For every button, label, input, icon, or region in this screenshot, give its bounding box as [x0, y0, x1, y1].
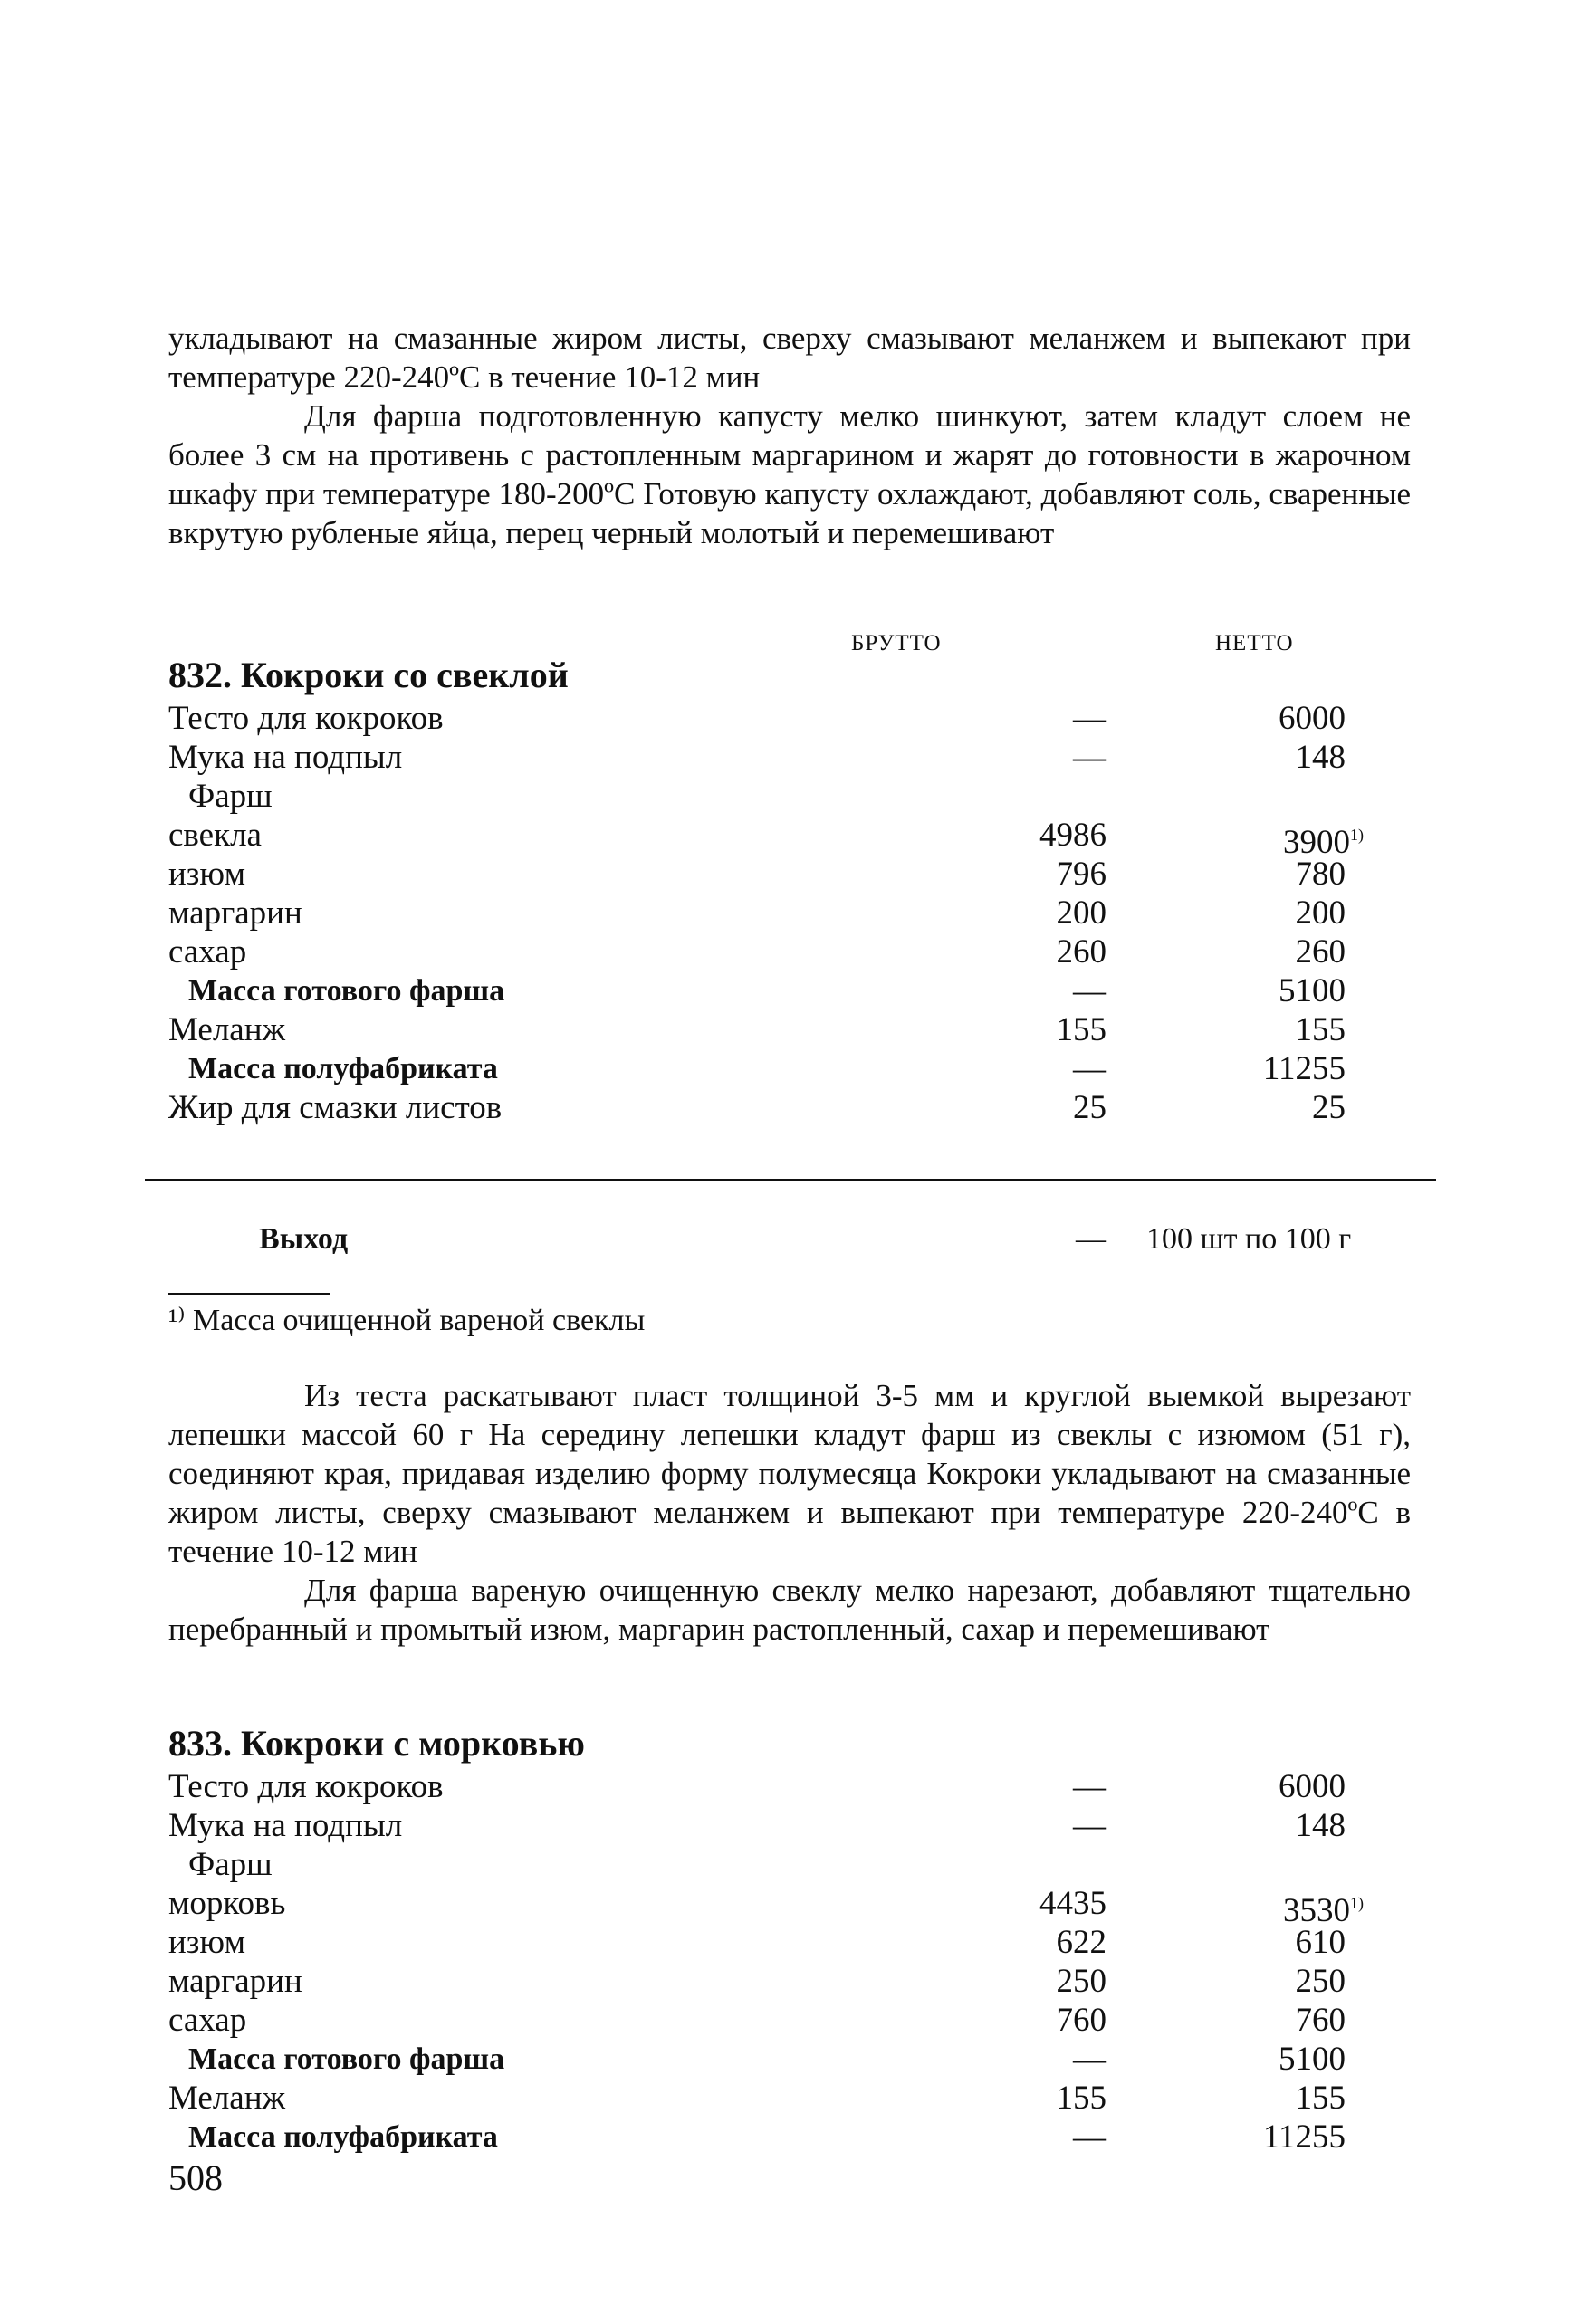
table-divider	[145, 1179, 1436, 1181]
brutto-value: —	[1073, 739, 1106, 776]
netto-value: 11255	[1262, 2118, 1346, 2156]
ingredient-name: сахар	[168, 933, 247, 971]
column-header-brutto: БРУТТО	[851, 631, 942, 655]
footnote-marker: 1)	[1350, 1894, 1364, 1912]
brutto-value: —	[1073, 1807, 1106, 1844]
netto-value: 200	[1295, 894, 1346, 932]
netto-value: 155	[1295, 1011, 1346, 1048]
table-row	[168, 816, 1364, 861]
subtotal-label: Масса готового фарша	[188, 974, 505, 1008]
method-text	[168, 1376, 1411, 1649]
ingredient-name: Меланж	[168, 2080, 286, 2117]
netto-value: 250	[1295, 1963, 1346, 2000]
ingredient-name: морковь	[168, 1885, 286, 1922]
output-label: Выход	[259, 1222, 349, 1256]
brutto-value: —	[1073, 972, 1106, 1009]
ingredient-name: Мука на подпыл	[168, 1807, 403, 1844]
table-row	[168, 855, 1346, 894]
ingredient-group: Фарш	[188, 778, 273, 815]
netto-value: 5100	[1279, 2041, 1346, 2078]
footnote-divider	[168, 1293, 330, 1295]
brutto-value: 250	[1056, 1963, 1106, 2000]
netto-value: 148	[1295, 1807, 1346, 1844]
netto-value: 11255	[1262, 1050, 1346, 1087]
ingredient-name: Тесто для кокроков	[168, 1768, 444, 1805]
brutto-value: —	[1073, 1050, 1106, 1087]
brutto-value: 25	[1073, 1089, 1106, 1126]
subtotal-label: Масса полуфабриката	[188, 1052, 498, 1085]
recipe-832-title: 832. Кокроки со свеклой	[168, 655, 569, 695]
recipe-832-table	[168, 699, 1364, 1127]
netto-value: 3900	[1283, 824, 1350, 861]
brutto-value: —	[1073, 700, 1106, 737]
ingredient-name: маргарин	[168, 1963, 302, 2000]
page-number: 508	[168, 2157, 223, 2198]
table-row	[168, 1845, 1346, 1884]
table-row	[168, 971, 1346, 1010]
table-row	[168, 1088, 1346, 1127]
table-row	[168, 1049, 1346, 1088]
brutto-value: —	[1073, 2041, 1106, 2078]
netto-value: 760	[1295, 2002, 1346, 2039]
table-row	[168, 738, 1346, 777]
output-value: 100 шт по 100 г	[1146, 1222, 1352, 1256]
brutto-value: 622	[1056, 1924, 1106, 1961]
ingredient-name: изюм	[168, 1924, 245, 1961]
netto-value: 260	[1295, 933, 1346, 971]
intro-paragraph-2: Для фарша подготовленную капусту мелко шинкуют, затем кладут слоем не более 3 см на противень с растопленным маргарином и жарят до готовности в жарочном шкафу при температуре 180-200ºС Готовую капусту охлаждают, добавляют соль, сваренные вкрутую рубленые яйца, перец черный молотый и перемешивают	[168, 398, 1411, 550]
table-row	[168, 2040, 1346, 2079]
footnote: ¹⁾ Масса очищенной вареной свеклы	[168, 1304, 646, 1337]
brutto-value: 155	[1056, 2080, 1106, 2117]
subtotal-label: Масса готового фарша	[188, 2042, 505, 2076]
brutto-value: 796	[1056, 856, 1106, 893]
netto-value: 155	[1295, 2080, 1346, 2117]
table-row	[168, 699, 1346, 738]
netto-value: 6000	[1279, 1768, 1346, 1805]
brutto-value: 200	[1056, 894, 1106, 932]
ingredient-name: Мука на подпыл	[168, 739, 403, 776]
netto-value: 780	[1295, 856, 1346, 893]
brutto-value: 155	[1056, 1011, 1106, 1048]
netto-value: 25	[1312, 1089, 1346, 1126]
table-row	[168, 2079, 1346, 2118]
brutto-value: 260	[1056, 933, 1106, 971]
intro-paragraph-1: укладывают на смазанные жиром листы, сверху смазывают меланжем и выпекают при температуре 220-240ºС в течение 10-12 мин	[168, 320, 1411, 395]
intro-text	[168, 319, 1411, 552]
ingredient-name: свекла	[168, 817, 262, 854]
ingredient-name: Тесто для кокроков	[168, 700, 444, 737]
netto-value: 6000	[1279, 700, 1346, 737]
table-row	[168, 2001, 1346, 2040]
brutto-value: 4435	[1039, 1885, 1106, 1922]
ingredient-name: Жир для смазки листов	[168, 1089, 503, 1126]
ingredient-name: Меланж	[168, 1011, 286, 1048]
netto-value: 610	[1295, 1924, 1346, 1961]
netto-value: 5100	[1279, 972, 1346, 1009]
table-row	[168, 1010, 1346, 1049]
column-header-netto: НЕТТО	[1215, 631, 1294, 655]
table-row	[168, 2118, 1346, 2157]
brutto-value: 760	[1056, 2002, 1106, 2039]
table-row	[168, 894, 1346, 932]
recipe-833-title: 833. Кокроки с морковью	[168, 1723, 585, 1764]
brutto-value: —	[1073, 1768, 1106, 1805]
table-row	[168, 1806, 1346, 1845]
ingredient-name: маргарин	[168, 894, 302, 932]
netto-value: 3530	[1283, 1892, 1350, 1929]
recipe-833-table	[168, 1767, 1364, 2157]
method-paragraph-1: Из теста раскатывают пласт толщиной 3-5 мм и круглой выемкой вырезают лепешки массой 60 г На середину лепешки кладут фарш из свеклы с изюмом (51 г), соединяют края, придавая изделию форму полумесяца Кокроки укладывают на смазанные жиром листы, сверху смазывают меланжем и выпекают при температуре 220-240ºС в течение 10-12 мин	[168, 1378, 1411, 1569]
table-row	[168, 1884, 1364, 1929]
table-row	[168, 777, 1346, 816]
table-row	[168, 1767, 1346, 1806]
table-row	[168, 932, 1346, 971]
brutto-value: 4986	[1039, 817, 1106, 854]
subtotal-label: Масса полуфабриката	[188, 2120, 498, 2154]
brutto-value: —	[1073, 2118, 1106, 2156]
ingredient-group: Фарш	[188, 1846, 273, 1883]
ingredient-name: сахар	[168, 2002, 247, 2039]
output-brutto: —	[1076, 1222, 1106, 1256]
method-paragraph-2: Для фарша вареную очищенную свеклу мелко нарезают, добавляют тщательно перебранный и промытый изюм, маргарин растопленный, сахар и перемешивают	[168, 1573, 1411, 1647]
footnote-marker: 1)	[1350, 826, 1364, 844]
netto-value: 148	[1295, 739, 1346, 776]
ingredient-name: изюм	[168, 856, 245, 893]
table-row	[168, 1923, 1346, 1962]
table-row	[168, 1962, 1346, 2001]
output-row	[168, 1222, 1352, 1263]
